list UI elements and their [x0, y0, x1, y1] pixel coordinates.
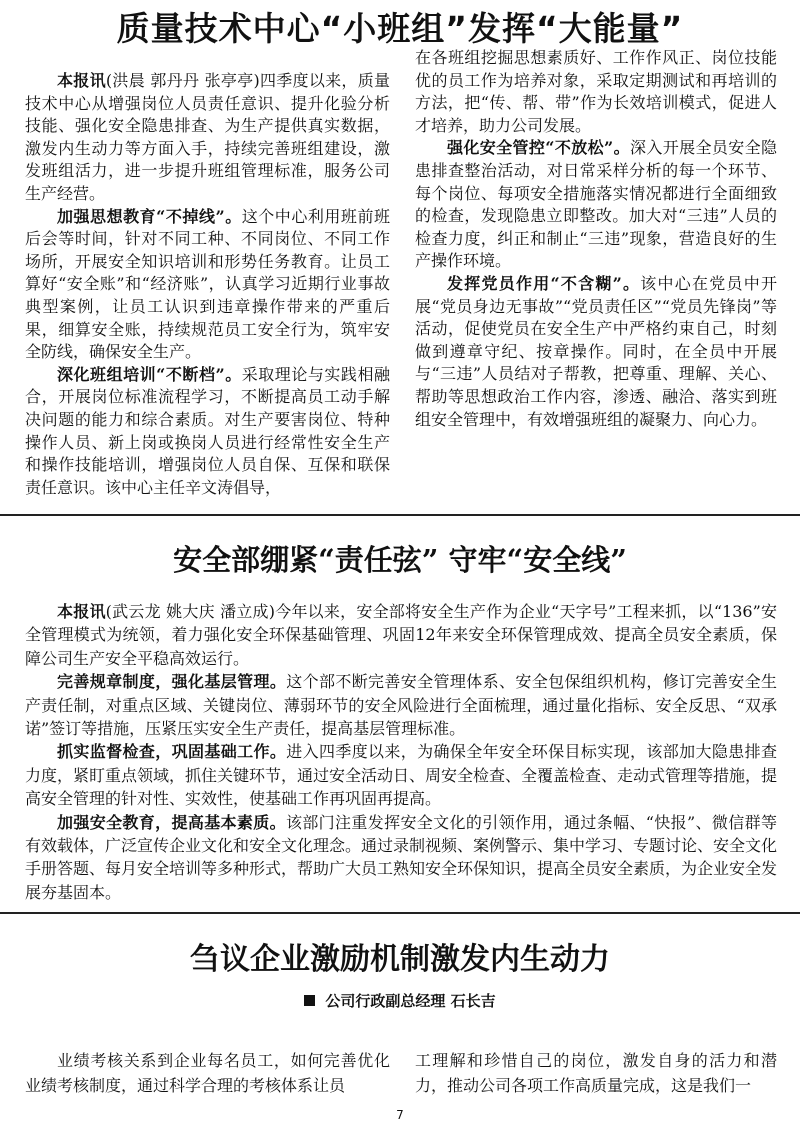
article1-paragraph — [415, 273, 777, 431]
article3-paragraph: 业绩考核关系到企业每名员工，如何完善优化业绩考核制度，通过科学合理的考核体系让员 — [25, 1051, 390, 1095]
article2-body — [25, 600, 777, 904]
paragraph-text: 采取理论与实践相融合，开展岗位标准流程学习，不断提高员工动手解决问题的能力和综合素质。对生产要害岗位、特种操作人员、新上岗或换岗人员进行经常性安全生产和操作技能培训，增强岗位人员自保、互保和联保责任意识。该中心主任辛文涛倡导， — [25, 364, 390, 497]
paragraph-lead: 发挥党员作用“不含糊”。 — [447, 273, 641, 293]
paragraph-lead: 加强安全教育，提高基本素质。 — [57, 812, 286, 832]
paragraph-text: 该部门注重发挥安全文化的引领作用，通过条幅、“快报”、微信群等有效载体，广泛宣传企业文化和安全文化理念。通过录制视频、案例警示、集中学习、专题讨论、安全文化手册答题、每月安全培训等多种形式，帮助广大员工熟知安全环保知识，提高全员安全素质，为企业安全发展夯基固本。 — [25, 812, 778, 902]
square-bullet-icon — [304, 995, 315, 1006]
article3-paragraph: 工理解和珍惜自己的岗位，激发自身的活力和潜力，推动公司各项工作高质量完成，这是我们一 — [415, 1051, 777, 1095]
paragraph-lead: 完善规章制度，强化基层管理。 — [57, 672, 287, 692]
article1-paragraph — [415, 47, 777, 137]
article3-right-column — [415, 1048, 777, 1098]
paragraph-lead: 深化班组培训“不断档”。 — [57, 364, 242, 384]
article1-paragraph — [25, 364, 390, 500]
article1-paragraph — [25, 206, 390, 364]
byline-text: 公司行政副总经理 石长吉 — [325, 992, 496, 1010]
article1-right-column — [415, 47, 777, 431]
article3-left-column — [25, 1048, 390, 1098]
article2-title: 安全部绷紧“责任弦” 守牢“安全线” — [173, 543, 627, 577]
paragraph-text: (武云龙 姚大庆 潘立成)今年以来，安全部将安全生产作为企业“天字号”工程来抓，以“136”安全管理模式为统领，着力强化安全环保基础管理、巩固12年来安全环保管理成效、提高全员安全素质，保障公司生产安全平稳高效运行。 — [25, 602, 777, 668]
article1-paragraph — [415, 137, 777, 273]
article3-byline — [0, 990, 800, 1012]
page-number: 7 — [396, 1108, 404, 1122]
paragraph-text: 这个部不断完善安全管理体系、安全包保组织机构，修订完善安全生产责任制，对重点区域、关键岗位、薄弱环节的安全风险进行全面梳理，通过量化指标、安全反思、“双承诺”签订等措施，压紧压实安全生产责任，提高基层管理标准。 — [25, 672, 777, 739]
section-divider — [0, 912, 800, 914]
paragraph-text: 这个中心利用班前班后会等时间，针对不同工种、不同岗位、不同工作场所，开展安全知识培训和形势任务教育。让员工算好“安全账”和“经济账”，认真学习近期行业事故典型案例，让员工认识到违章操作带来的严重后果，细算安全账，持续规范员工安全行为，筑牢安全防线，确保安全生产。 — [25, 206, 390, 362]
paragraph-lead: 本报讯 — [57, 71, 106, 90]
section-divider — [0, 514, 800, 516]
paragraph-text: 进入四季度以来，为确保全年安全环保目标实现，该部加大隐患排查力度，紧盯重点领域，抓住关键环节，通过安全活动日、周安全检查、全覆盖检查、走动式管理等措施，提高安全管理的针对性、实效性，使基础工作再巩固再提高。 — [25, 742, 778, 809]
paragraph-text: 该中心在党员中开展“党员身边无事故”“党员责任区”“党员先锋岗”等活动，促使党员在安全生产中严格约束自己，时刻做到遵章守纪、按章操作。同时，在全员中开展与“三违”人员结对子帮教，把尊重、理解、关心、帮助等思想政治工作内容，渗透、融洽、落实到班组安全管理中，有效增强班组的凝聚力、向心力。 — [415, 273, 777, 429]
paragraph-lead: 加强思想教育“不掉线”。 — [57, 206, 242, 226]
paragraph-text: 在各班组挖掘思想素质好、工作作风正、岗位技能优的员工作为培养对象，采取定期测试和再培训的方法，把“传、帮、带”作为长效培训模式，促进人才培养，助力公司发展。 — [415, 48, 777, 135]
paragraph-text: (洪晨 郭丹丹 张亭亭)四季度以来，质量技术中心从增强岗位人员责任意识、提升化验分析技能、强化安全隐患排查、为生产提供真实数据，激发内生动力等方面入手，持续完善班组建设，激发班组活力，进一步提升班组管理标准，服务公司生产经营。 — [25, 71, 390, 203]
paragraph-text: 深入开展全员安全隐患排查整治活动，对日常采样分析的每一个环节、每个岗位、每项安全措施落实情况都进行全面细致的检查，发现隐患立即整改。加大对“三违”人员的检查力度，纠正和制止“三违”现象，营造良好的生产操作环境。 — [415, 138, 777, 271]
paragraph-lead: 抓实监督检查，巩固基础工作。 — [57, 742, 287, 762]
article1-left-column — [25, 70, 390, 499]
article2-paragraph — [25, 811, 777, 905]
article2-paragraph — [25, 670, 777, 740]
paragraph-lead: 强化安全管控“不放松”。 — [447, 138, 630, 158]
paragraph-lead: 本报讯 — [57, 602, 106, 621]
article1-title: 质量技术中心“小班组”发挥“大能量” — [116, 9, 684, 48]
article2-paragraph — [25, 600, 777, 670]
article2-paragraph — [25, 740, 777, 810]
article3-title: 刍议企业激励机制激发内生动力 — [190, 942, 610, 977]
article1-paragraph — [25, 70, 390, 206]
